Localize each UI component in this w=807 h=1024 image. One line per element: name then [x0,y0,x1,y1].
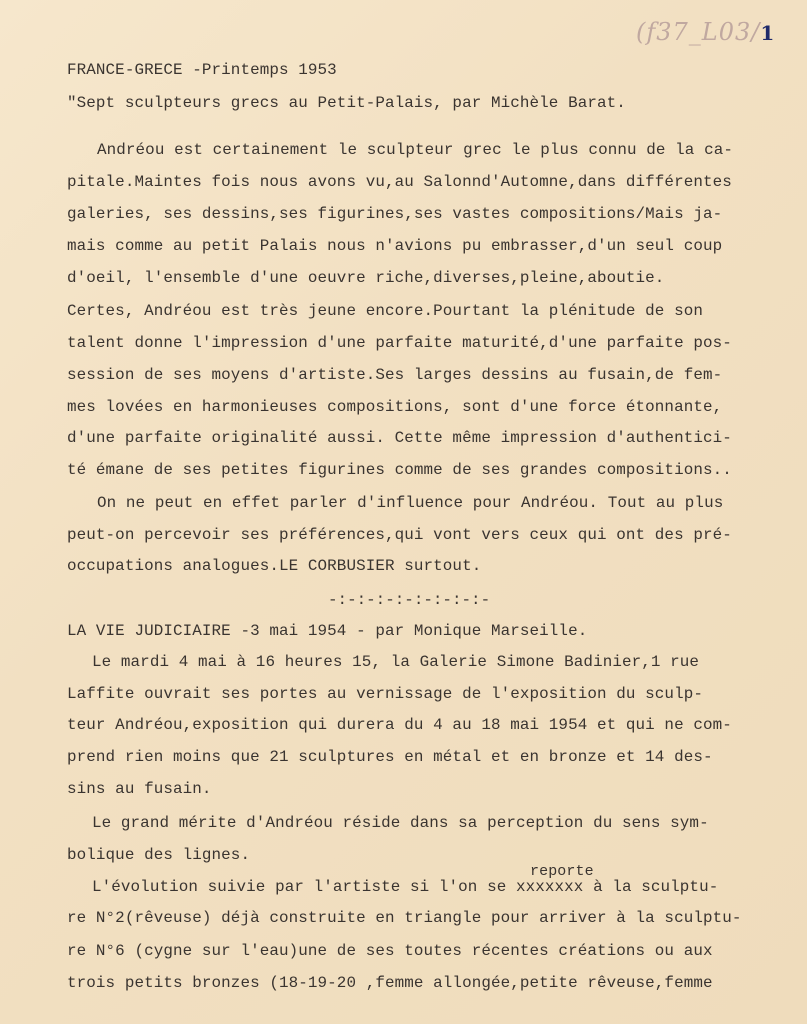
text-line: session de ses moyens d'artiste.Ses larges dessins au fusain,de fem- [67,366,723,384]
text-line: Andréou est certainement le sculpteur grec le plus connu de la ca- [97,141,733,159]
page-number: 1 [760,21,776,45]
text-line: prend rien moins que 21 sculptures en métal et en bronze et 14 des- [67,748,713,766]
text-line: pitale.Maintes fois nous avons vu,au Salonnd'Automne,dans différentes [67,173,732,191]
text-line: mes lovées en harmonieuses compositions, sont d'une force étonnante, [67,398,723,416]
text-line: re N°6 (cygne sur l'eau)une de ses toutes récentes créations ou aux [67,942,713,960]
article1-source: FRANCE-GRECE -Printemps 1953 [67,61,337,79]
text-line: trois petits bronzes (18-19-20 ,femme allongée,petite rêveuse,femme [67,974,713,992]
text-line: sins au fusain. [67,780,212,798]
typed-correction: reporte [530,863,594,880]
text-line: Certes, Andréou est très jeune encore.Pourtant la plénitude de son [67,302,703,320]
text-line: galeries, ses dessins,ses figurines,ses vastes compositions/Mais ja- [67,205,723,223]
article2-source: LA VIE JUDICIAIRE -3 mai 1954 - par Monique Marseille. [67,622,588,640]
text-line: d'une parfaite originalité aussi. Cette même impression d'authentici- [67,429,732,447]
text-line: d'oeil, l'ensemble d'une oeuvre riche,diverses,pleine,aboutie. [67,269,665,287]
text-line: Le mardi 4 mai à 16 heures 15, la Galerie Simone Badinier,1 rue [92,653,700,671]
text-line: peut-on percevoir ses préférences,qui vont vers ceux qui ont des pré- [67,526,732,544]
section-separator: -:-:-:-:-:-:-:-:- [328,591,491,609]
text-line: talent donne l'impression d'une parfaite maturité,d'une parfaite pos- [67,334,732,352]
text-line: occupations analogues.LE CORBUSIER surtout. [67,557,482,575]
archive-reference [636,18,775,46]
article1-title: "Sept sculpteurs grecs au Petit-Palais, par Michèle Barat. [67,94,626,112]
archive-reference-code: (f37_L03/ [636,18,761,46]
text-line: té émane de ses petites figurines comme de ses grandes compositions.. [67,461,732,479]
text-line: mais comme au petit Palais nous n'avions pu embrasser,d'un seul coup [67,237,723,255]
text-line: re N°2(rêveuse) déjà construite en triangle pour arriver à la sculptu- [67,909,742,927]
text-line: teur Andréou,exposition qui durera du 4 au 18 mai 1954 et qui ne com- [67,716,732,734]
text-line: L'évolution suivie par l'artiste si l'on se xxxxxxx à la sculptu- [92,878,719,896]
text-line: Laffite ouvrait ses portes au vernissage de l'exposition du sculp- [67,685,703,703]
text-line: Le grand mérite d'Andréou réside dans sa perception du sens sym- [92,814,709,832]
text-line: bolique des lignes. [67,846,251,864]
text-line: On ne peut en effet parler d'influence pour Andréou. Tout au plus [97,494,724,512]
